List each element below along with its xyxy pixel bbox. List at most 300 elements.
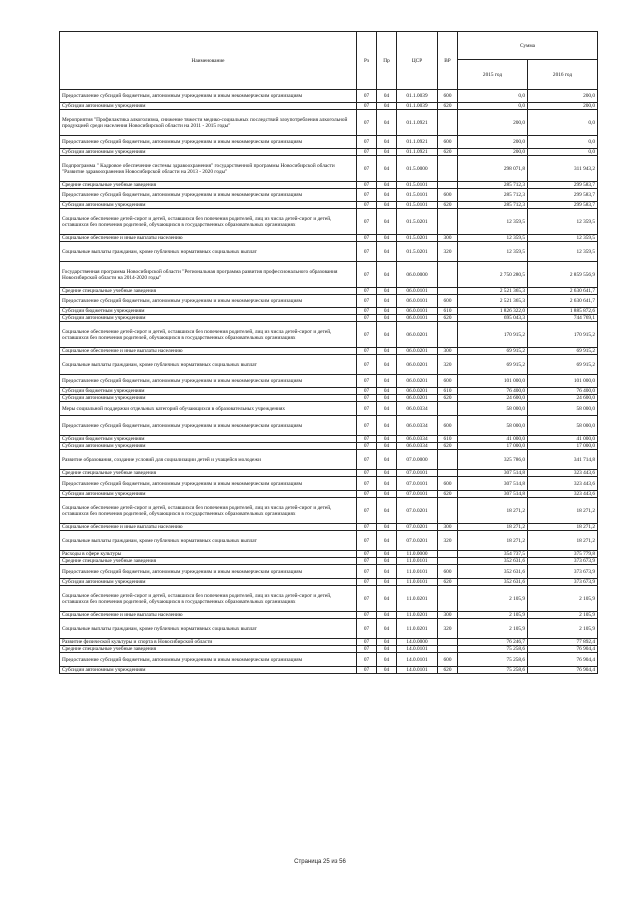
budget-table: [59, 31, 598, 674]
row-value-2016: 299 583,7: [528, 189, 598, 202]
header-csr: ЦСР: [397, 32, 438, 90]
table-row: [60, 646, 598, 653]
row-vr: 620: [438, 103, 458, 110]
table-row: [60, 551, 598, 558]
table-row: [60, 136, 598, 149]
row-csr: 06.0.0101: [397, 295, 438, 308]
table-row: [60, 619, 598, 639]
row-value-2016: 744 769,1: [528, 315, 598, 322]
row-pr: 04: [377, 315, 397, 322]
table-row: [60, 586, 598, 612]
row-name: Субсидии автономным учреждениям: [60, 315, 357, 322]
header-name: Наименование: [60, 32, 357, 90]
row-value-2015: 76 400,0: [458, 388, 528, 395]
row-rz: 07: [357, 209, 377, 235]
row-pr: 04: [377, 531, 397, 551]
row-csr: 11.0.0201: [397, 586, 438, 612]
row-rz: 07: [357, 470, 377, 477]
row-value-2015: 18 271,2: [458, 498, 528, 524]
row-name: Социальное обеспечение и иные выплаты населению: [60, 235, 357, 242]
row-vr: 300: [438, 612, 458, 619]
row-vr: 300: [438, 348, 458, 355]
row-pr: 04: [377, 308, 397, 315]
row-csr: 11.0.0101: [397, 579, 438, 586]
row-pr: 04: [377, 182, 397, 189]
row-name: Субсидии автономным учреждениям: [60, 579, 357, 586]
row-pr: 04: [377, 586, 397, 612]
row-value-2015: 24 600,0: [458, 395, 528, 402]
row-csr: 06.0.0334: [397, 443, 438, 450]
row-value-2015: 200,0: [458, 149, 528, 156]
row-value-2016: 2 105,9: [528, 586, 598, 612]
row-value-2015: 285 712,3: [458, 202, 528, 209]
table-row: [60, 308, 598, 315]
row-name: Социальные выплаты гражданам, кроме публичных нормативных социальных выплат: [60, 242, 357, 262]
row-value-2016: 76 904,4: [528, 653, 598, 667]
row-pr: 04: [377, 470, 397, 477]
header-rz: Рз: [357, 32, 377, 90]
table-row: [60, 295, 598, 308]
row-vr: 610: [438, 388, 458, 395]
row-name: Социальное обеспечение детей-сирот и детей, оставшихся без попечения родителей, лиц из числа детей-сирот и детей, оставшихся без попечения родителей, обучающихся в государственных образовательных организациях: [60, 322, 357, 348]
row-vr: 620: [438, 443, 458, 450]
row-rz: 07: [357, 667, 377, 674]
row-vr: 600: [438, 189, 458, 202]
row-value-2015: 1 826 322,0: [458, 308, 528, 315]
row-csr: 06.0.0334: [397, 436, 438, 443]
row-value-2015: 18 271,2: [458, 531, 528, 551]
row-vr: [438, 639, 458, 646]
row-csr: 01.5.0201: [397, 235, 438, 242]
table-row: [60, 498, 598, 524]
row-name: Субсидии автономным учреждениям: [60, 667, 357, 674]
row-name: Субсидии автономным учреждениям: [60, 202, 357, 209]
row-rz: 07: [357, 395, 377, 402]
row-rz: 07: [357, 646, 377, 653]
table-row: [60, 653, 598, 667]
row-csr: 07.0.0000: [397, 450, 438, 470]
row-value-2015: 307 514,8: [458, 470, 528, 477]
row-rz: 07: [357, 653, 377, 667]
table-row: [60, 149, 598, 156]
row-rz: 07: [357, 551, 377, 558]
row-rz: 07: [357, 308, 377, 315]
row-value-2016: 2 105,9: [528, 619, 598, 639]
row-rz: 07: [357, 235, 377, 242]
row-pr: 04: [377, 156, 397, 182]
row-value-2016: 18 271,2: [528, 498, 598, 524]
row-vr: 600: [438, 375, 458, 388]
row-pr: 04: [377, 348, 397, 355]
row-pr: 04: [377, 524, 397, 531]
row-pr: 04: [377, 646, 397, 653]
table-row: [60, 90, 598, 103]
row-value-2016: 17 000,0: [528, 443, 598, 450]
row-rz: 07: [357, 477, 377, 491]
row-name: Субсидии автономным учреждениям: [60, 491, 357, 498]
row-value-2016: 18 271,2: [528, 531, 598, 551]
row-rz: 07: [357, 498, 377, 524]
row-value-2016: 69 915,2: [528, 348, 598, 355]
row-rz: 07: [357, 355, 377, 375]
row-rz: 07: [357, 242, 377, 262]
row-pr: 04: [377, 189, 397, 202]
row-vr: [438, 646, 458, 653]
row-rz: 07: [357, 612, 377, 619]
row-value-2015: 75 258,6: [458, 646, 528, 653]
row-value-2015: 58 000,0: [458, 416, 528, 436]
table-row: [60, 262, 598, 288]
row-value-2016: 375 779,8: [528, 551, 598, 558]
row-vr: 600: [438, 295, 458, 308]
row-vr: [438, 498, 458, 524]
row-vr: 600: [438, 477, 458, 491]
row-value-2015: 101 000,0: [458, 375, 528, 388]
row-vr: 620: [438, 202, 458, 209]
row-csr: 11.0.0101: [397, 565, 438, 579]
table-row: [60, 531, 598, 551]
row-csr: 07.0.0201: [397, 498, 438, 524]
row-pr: 04: [377, 242, 397, 262]
row-pr: 04: [377, 202, 397, 209]
row-pr: 04: [377, 443, 397, 450]
row-rz: 07: [357, 315, 377, 322]
row-pr: 04: [377, 149, 397, 156]
row-value-2015: 76 246,7: [458, 639, 528, 646]
row-csr: 07.0.0101: [397, 470, 438, 477]
row-pr: 04: [377, 395, 397, 402]
row-pr: 04: [377, 612, 397, 619]
row-value-2016: 373 673,9: [528, 565, 598, 579]
table-row: [60, 395, 598, 402]
row-rz: 07: [357, 375, 377, 388]
header-pr: Пр: [377, 32, 397, 90]
row-rz: 07: [357, 149, 377, 156]
row-name: Средние специальные учебные заведения: [60, 288, 357, 295]
row-vr: [438, 586, 458, 612]
row-pr: 04: [377, 355, 397, 375]
row-value-2015: 17 000,0: [458, 443, 528, 450]
row-value-2015: 2 521 365,3: [458, 295, 528, 308]
row-rz: 07: [357, 416, 377, 436]
table-row: [60, 477, 598, 491]
row-value-2015: 200,0: [458, 110, 528, 136]
row-value-2016: 69 915,2: [528, 355, 598, 375]
row-pr: 04: [377, 103, 397, 110]
row-vr: 600: [438, 565, 458, 579]
row-rz: 07: [357, 262, 377, 288]
row-rz: 07: [357, 156, 377, 182]
row-value-2015: 325 786,0: [458, 450, 528, 470]
table-row: [60, 182, 598, 189]
header-sum: Сумма: [458, 32, 598, 60]
row-vr: 610: [438, 436, 458, 443]
row-csr: 01.5.0101: [397, 182, 438, 189]
row-pr: 04: [377, 498, 397, 524]
row-name: Социальные выплаты гражданам, кроме публичных нормативных социальных выплат: [60, 531, 357, 551]
row-value-2015: 307 514,8: [458, 477, 528, 491]
row-vr: [438, 558, 458, 565]
row-rz: 07: [357, 348, 377, 355]
table-row: [60, 402, 598, 416]
row-rz: 07: [357, 182, 377, 189]
row-value-2016: 0,0: [528, 149, 598, 156]
row-vr: 620: [438, 491, 458, 498]
table-row: [60, 103, 598, 110]
row-value-2016: 1 885 872,6: [528, 308, 598, 315]
row-name: Предоставление субсидий бюджетным, автономным учреждениям и иным некоммерческим организациям: [60, 136, 357, 149]
row-vr: 620: [438, 315, 458, 322]
row-csr: 06.0.0334: [397, 402, 438, 416]
row-csr: 14.0.0000: [397, 639, 438, 646]
row-csr: 11.0.0000: [397, 551, 438, 558]
row-vr: [438, 470, 458, 477]
row-value-2016: 373 673,9: [528, 558, 598, 565]
row-name: Субсидии бюджетным учреждениям: [60, 436, 357, 443]
table-header: [60, 32, 598, 90]
table-row: [60, 491, 598, 498]
row-vr: [438, 262, 458, 288]
row-value-2015: 12 359,5: [458, 235, 528, 242]
row-value-2015: 352 631,6: [458, 558, 528, 565]
row-pr: 04: [377, 477, 397, 491]
table-row: [60, 450, 598, 470]
row-vr: 600: [438, 90, 458, 103]
row-csr: 06.0.0201: [397, 355, 438, 375]
table-body: [60, 90, 598, 674]
row-rz: 07: [357, 295, 377, 308]
row-vr: [438, 156, 458, 182]
row-name: Государственная программа Новосибирской области "Региональная программа развития профессионального образования Новосибирской области на 2014-2020 годы": [60, 262, 357, 288]
row-value-2016: 2 105,9: [528, 612, 598, 619]
row-vr: 320: [438, 242, 458, 262]
row-vr: 300: [438, 524, 458, 531]
row-csr: 06.0.0201: [397, 322, 438, 348]
row-value-2016: 323 443,6: [528, 470, 598, 477]
row-value-2016: 24 600,0: [528, 395, 598, 402]
row-vr: 600: [438, 653, 458, 667]
row-csr: 06.0.0101: [397, 288, 438, 295]
row-vr: 600: [438, 416, 458, 436]
row-value-2015: 2 105,9: [458, 612, 528, 619]
row-name: Социальное обеспечение детей-сирот и детей, оставшихся без попечения родителей, лиц из числа детей-сирот и детей, оставшихся без попечения родителей, обучающихся в государственных образовательных организациях: [60, 498, 357, 524]
row-rz: 07: [357, 322, 377, 348]
row-pr: 04: [377, 416, 397, 436]
row-value-2016: 77 892,4: [528, 639, 598, 646]
row-value-2016: 41 000,0: [528, 436, 598, 443]
row-rz: 07: [357, 531, 377, 551]
row-vr: 620: [438, 395, 458, 402]
row-name: Субсидии бюджетным учреждениям: [60, 388, 357, 395]
row-vr: [438, 110, 458, 136]
row-rz: 07: [357, 103, 377, 110]
row-vr: [438, 551, 458, 558]
page-number: Страница 25 из 56: [294, 859, 346, 865]
row-rz: 07: [357, 202, 377, 209]
row-pr: 04: [377, 667, 397, 674]
row-rz: 07: [357, 136, 377, 149]
row-value-2015: 18 271,2: [458, 524, 528, 531]
row-csr: 14.0.0101: [397, 667, 438, 674]
row-csr: 07.0.0201: [397, 524, 438, 531]
table-row: [60, 202, 598, 209]
row-value-2015: 69 915,2: [458, 348, 528, 355]
table-row: [60, 388, 598, 395]
table-row: [60, 524, 598, 531]
row-name: Предоставление субсидий бюджетным, автономным учреждениям и иным некоммерческим организациям: [60, 477, 357, 491]
row-pr: 04: [377, 375, 397, 388]
row-name: Субсидии автономным учреждениям: [60, 149, 357, 156]
row-vr: 320: [438, 531, 458, 551]
row-value-2016: 311 943,2: [528, 156, 598, 182]
row-vr: [438, 288, 458, 295]
row-name: Социальное обеспечение и иные выплаты населению: [60, 612, 357, 619]
row-value-2016: 200,0: [528, 90, 598, 103]
row-value-2015: 12 359,5: [458, 209, 528, 235]
row-rz: 07: [357, 90, 377, 103]
row-csr: 01.1.0039: [397, 103, 438, 110]
row-value-2015: 0,0: [458, 103, 528, 110]
row-name: Субсидии автономным учреждениям: [60, 443, 357, 450]
row-value-2015: 298 071,8: [458, 156, 528, 182]
row-value-2016: 58 000,0: [528, 416, 598, 436]
row-name: Расходы в сфере культуры: [60, 551, 357, 558]
row-csr: 14.0.0101: [397, 646, 438, 653]
row-value-2015: 354 737,5: [458, 551, 528, 558]
row-value-2015: 2 750 280,5: [458, 262, 528, 288]
row-csr: 01.1.0921: [397, 110, 438, 136]
row-name: Субсидии автономным учреждениям: [60, 395, 357, 402]
row-name: Средние специальные учебные заведения: [60, 646, 357, 653]
row-csr: 06.0.0101: [397, 308, 438, 315]
row-csr: 01.1.0921: [397, 136, 438, 149]
header-2015: 2015 год: [458, 60, 528, 90]
row-vr: 620: [438, 149, 458, 156]
table-row: [60, 667, 598, 674]
row-vr: [438, 322, 458, 348]
table-row: [60, 110, 598, 136]
table-row: [60, 579, 598, 586]
row-pr: 04: [377, 565, 397, 579]
row-csr: 07.0.0201: [397, 531, 438, 551]
table-row: [60, 288, 598, 295]
row-name: Средние специальные учебные заведения: [60, 558, 357, 565]
row-rz: 07: [357, 436, 377, 443]
row-csr: 06.0.0201: [397, 348, 438, 355]
row-name: Меры социальной поддержки отдельных категорий обучающихся в образовательных учреждениях: [60, 402, 357, 416]
row-pr: 04: [377, 90, 397, 103]
row-csr: 06.0.0101: [397, 315, 438, 322]
row-name: Социальное обеспечение детей-сирот и детей, оставшихся без попечения родителей, лиц из числа детей-сирот и детей, оставшихся без попечения родителей, обучающихся в государственных образовательных организациях: [60, 209, 357, 235]
row-value-2015: 2 105,9: [458, 619, 528, 639]
row-name: Подпрограмма " Кадровое обеспечение системы здравоохранения" государственной программы Новосибирской области "Развитие здравоохранения Новосибирской области на 2013 - 2020 годы": [60, 156, 357, 182]
row-value-2016: 76 400,0: [528, 388, 598, 395]
row-value-2015: 285 712,3: [458, 189, 528, 202]
row-value-2015: 41 000,0: [458, 436, 528, 443]
row-pr: 04: [377, 653, 397, 667]
row-csr: 06.0.0201: [397, 395, 438, 402]
row-csr: 07.0.0101: [397, 491, 438, 498]
row-rz: 07: [357, 586, 377, 612]
row-value-2016: 0,0: [528, 110, 598, 136]
row-vr: [438, 182, 458, 189]
row-value-2015: 2 521 365,3: [458, 288, 528, 295]
row-name: Предоставление субсидий бюджетным, автономным учреждениям и иным некоммерческим организациям: [60, 295, 357, 308]
row-name: Социальное обеспечение детей-сирот и детей, оставшихся без попечения родителей, лиц из числа детей-сирот и детей, оставшихся без попечения родителей, обучающихся в государственных образовательных организациях: [60, 586, 357, 612]
row-pr: 04: [377, 262, 397, 288]
row-csr: 01.5.0201: [397, 242, 438, 262]
row-name: Социальные выплаты гражданам, кроме публичных нормативных социальных выплат: [60, 619, 357, 639]
table-row: [60, 235, 598, 242]
row-rz: 07: [357, 565, 377, 579]
row-value-2016: 76 904,4: [528, 646, 598, 653]
row-value-2015: 75 258,6: [458, 667, 528, 674]
row-csr: 06.0.0334: [397, 416, 438, 436]
row-value-2016: 299 583,7: [528, 202, 598, 209]
header-vr: ВР: [438, 32, 458, 90]
row-pr: 04: [377, 235, 397, 242]
row-name: Предоставление субсидий бюджетным, автономным учреждениям и иным некоммерческим организациям: [60, 416, 357, 436]
row-rz: 07: [357, 639, 377, 646]
row-csr: 01.1.0921: [397, 149, 438, 156]
row-name: Предоставление субсидий бюджетным, автономным учреждениям и иным некоммерческим организациям: [60, 653, 357, 667]
row-value-2015: 352 631,6: [458, 565, 528, 579]
row-name: Мероприятия "Профилактика алкоголизма, снижение тяжести медико-социальных последствий злоупотребления алкогольной продукцией среди населения Новосибирской области на 2011 - 2015 годы": [60, 110, 357, 136]
row-csr: 11.0.0201: [397, 619, 438, 639]
row-rz: 07: [357, 619, 377, 639]
table-row: [60, 416, 598, 436]
table-row: [60, 443, 598, 450]
row-pr: 04: [377, 295, 397, 308]
table-row: [60, 315, 598, 322]
table-row: [60, 436, 598, 443]
row-value-2015: 200,0: [458, 136, 528, 149]
row-value-2016: 12 359,5: [528, 209, 598, 235]
table-row: [60, 348, 598, 355]
row-csr: 01.5.0101: [397, 202, 438, 209]
row-rz: 07: [357, 450, 377, 470]
row-value-2016: 12 359,5: [528, 235, 598, 242]
row-vr: [438, 209, 458, 235]
row-pr: 04: [377, 436, 397, 443]
row-rz: 07: [357, 491, 377, 498]
row-value-2015: 12 359,5: [458, 242, 528, 262]
row-name: Развитие образования, создание условий для социализации детей и учащейся молодежи: [60, 450, 357, 470]
row-pr: 04: [377, 450, 397, 470]
row-value-2016: 373 673,9: [528, 579, 598, 586]
row-value-2016: 58 000,0: [528, 402, 598, 416]
row-name: Социальные выплаты гражданам, кроме публичных нормативных социальных выплат: [60, 355, 357, 375]
row-rz: 07: [357, 558, 377, 565]
row-name: Развитие физической культуры и спорта в Новосибирской области: [60, 639, 357, 646]
row-value-2016: 18 271,2: [528, 524, 598, 531]
row-value-2015: 352 631,6: [458, 579, 528, 586]
row-csr: 01.5.0000: [397, 156, 438, 182]
row-name: Социальное обеспечение и иные выплаты населению: [60, 348, 357, 355]
row-csr: 11.0.0201: [397, 612, 438, 619]
table-row: [60, 565, 598, 579]
row-value-2015: 69 915,2: [458, 355, 528, 375]
row-vr: 320: [438, 355, 458, 375]
row-name: Предоставление субсидий бюджетным, автономным учреждениям и иным некоммерческим организациям: [60, 189, 357, 202]
row-value-2015: 307 514,8: [458, 491, 528, 498]
row-value-2015: 285 712,3: [458, 182, 528, 189]
table-row: [60, 639, 598, 646]
row-pr: 04: [377, 551, 397, 558]
row-vr: [438, 450, 458, 470]
row-rz: 07: [357, 110, 377, 136]
row-rz: 07: [357, 443, 377, 450]
